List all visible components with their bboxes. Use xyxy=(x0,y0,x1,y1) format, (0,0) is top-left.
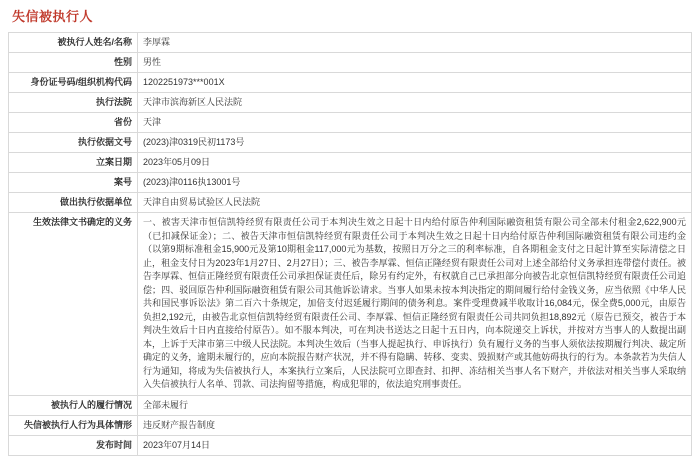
row-value-court: 天津市滨海新区人民法院 xyxy=(138,93,692,113)
table-row xyxy=(9,213,692,396)
table-row xyxy=(9,53,692,73)
row-label-case-number: 案号 xyxy=(9,173,138,193)
row-label-gender: 性别 xyxy=(9,53,138,73)
table-row xyxy=(9,435,692,455)
row-value-execution-doc-number: (2023)津0319民初1173号 xyxy=(138,133,692,153)
table-row xyxy=(9,73,692,93)
debtor-info-table xyxy=(8,32,692,456)
row-label-name: 被执行人姓名/名称 xyxy=(9,33,138,53)
row-value-gender: 男性 xyxy=(138,53,692,73)
row-label-id-number: 身份证号码/组织机构代码 xyxy=(9,73,138,93)
row-label-publish-date: 发布时间 xyxy=(9,435,138,455)
row-label-execution-doc-number: 执行依据文号 xyxy=(9,133,138,153)
row-label-obligations: 生效法律文书确定的义务 xyxy=(9,213,138,396)
row-label-performance-status: 被执行人的履行情况 xyxy=(9,395,138,415)
row-value-name: 李厚霖 xyxy=(138,33,692,53)
row-value-issuing-unit: 天津自由贸易试验区人民法院 xyxy=(138,193,692,213)
row-label-dishonest-conduct: 失信被执行人行为具体情形 xyxy=(9,415,138,435)
row-label-filing-date: 立案日期 xyxy=(9,153,138,173)
row-value-obligations: 一、被害天津市恒信凯特经贸有限责任公司于本判决生效之日起十日内给付原告仲利国际融资租赁有限公司全部未付租金2,622,900元（已扣减保证金）；二、被告天津市恒信凯特经贸有限责任公司于本判决生效之日起十日内给付原告仲利国际融资租赁有限公司违约金（以第9期标准租金15,900元及第10期租金117,000元为基数，按照日万分之三的利率标准，自各期租金支付之日起计算至实际清偿之日止，租金支付日为2023年1月27日、2月27日）；三、被告李厚霖、恒信正隆经贸有限责任公司对上述全部给付义务承担连带偿付责任。被告李厚霖、恒信正隆经贸有限责任公司承担保证责任后，除另有约定外，有权就自己已承担部分向被告北京恒信凯特经贸有限责任公司追偿；四、驳回原告仲利国际融资租赁有限公司其他诉讼请求。当事人如果未按本判决指定的期间履行给付金钱义务，应当依照《中华人民共和国民事诉讼法》第二百六十条规定，加倍支付迟延履行期间的债务利息。案件受理费减半收取计16,084元，保全费5,000元，由原告负担2,192元，由被告北京恒信凯特经贸有限责任公司、李厚霖、恒信正隆经贸有限责任公司共同负担18,892元（原告已预交，被告于本判决生效后十日内直接给付原告）。如不服本判决，可在判决书送达之日起十五日内，向本院递交上诉状，并按对方当事人的人数提出副本，上诉于天津市第三中级人民法院。本判决生效后（当事人提起执行、申诉执行）负有履行义务的当事人须依法按期履行判决、裁定所确定的义务，逾期未履行的，应向本院报告财产状况，并不得有隐瞒、转移、变卖、毁损财产或其他妨碍执行的行为。本条款若为失信人行为通知，将成为失信被执行人，本案执行立案后，人民法院可立即查封、扣押、冻结相关当事人名下财产，并依法对相关当事人采取纳入失信被执行人名单、罚款、司法拘留等措施，构成犯罪的，依法追究刑事责任。 xyxy=(138,213,692,396)
table-row xyxy=(9,93,692,113)
row-value-case-number: (2023)津0116执13001号 xyxy=(138,173,692,193)
row-value-filing-date: 2023年05月09日 xyxy=(138,153,692,173)
table-row xyxy=(9,415,692,435)
row-value-dishonest-conduct: 违反财产报告制度 xyxy=(138,415,692,435)
row-label-province: 省份 xyxy=(9,113,138,133)
table-row xyxy=(9,193,692,213)
table-row xyxy=(9,113,692,133)
table-row xyxy=(9,153,692,173)
row-value-province: 天津 xyxy=(138,113,692,133)
table-row xyxy=(9,33,692,53)
row-value-performance-status: 全部未履行 xyxy=(138,395,692,415)
page-title: 失信被执行人 xyxy=(12,9,94,24)
row-value-publish-date: 2023年07月14日 xyxy=(138,435,692,455)
table-row xyxy=(9,395,692,415)
table-row xyxy=(9,133,692,153)
row-label-issuing-unit: 做出执行依据单位 xyxy=(9,193,138,213)
table-row xyxy=(9,173,692,193)
row-label-court: 执行法院 xyxy=(9,93,138,113)
row-value-id-number: 1202251973***001X xyxy=(138,73,692,93)
